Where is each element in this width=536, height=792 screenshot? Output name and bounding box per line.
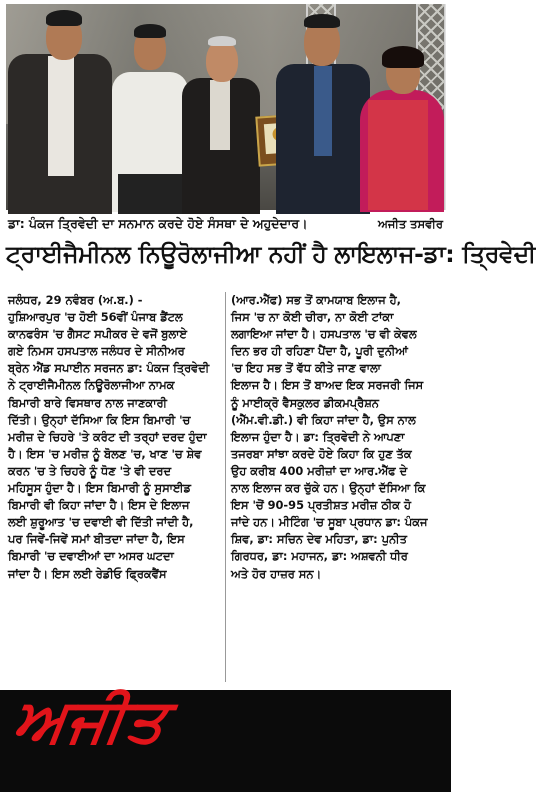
caption-text: ਡਾ: ਪੰਕਜ ਤ੍ਰਿਵੇਦੀ ਦਾ ਸਨਮਾਨ ਕਰਦੇ ਹੋਏ ਸੰਸਥਾ ਦੇ ਅਹੁਦੇਦਾਰ। (8, 216, 308, 231)
article-column-right (231, 292, 443, 583)
article-line: ਜਲੰਧਰ, 29 ਨਵੰਬਰ (ਅ.ਬ.) - (8, 293, 143, 307)
person-3 (182, 4, 262, 210)
newspaper-logo: ਅਜੀਤ (9, 686, 173, 756)
photo-credit: ਅਜੀਤ ਤਸਵੀਰ (377, 217, 443, 231)
article-line: ਬਿਮਾਰੀ ਬਾਰੇ ਵਿਸਥਾਰ ਨਾਲ ਜਾਣਕਾਰੀ (8, 395, 167, 410)
article-line: ਇਲਾਜ ਹੁੰਦਾ ਹੈ। ਡਾ: ਤ੍ਰਿਵੇਦੀ ਨੇ ਆਪਣਾ (231, 429, 405, 444)
article-line: ਪਰ ਜਿਵੇਂ-ਜਿਵੇਂ ਸਮਾਂ ਬੀਤਦਾ ਜਾਂਦਾ ਹੈ, ਇਸ (8, 532, 185, 547)
person-1 (6, 4, 116, 210)
article-line: ਉਹ ਕਰੀਬ 400 ਮਰੀਜ਼ਾਂ ਦਾ ਆਰ.ਐੱਫ ਦੇ (231, 463, 408, 478)
article-line: ਕਾਨਫਰੰਸ 'ਚ ਗੈਸਟ ਸਪੀਕਰ ਦੇ ਵਜੋਂ ਬੁਲਾਏ (8, 327, 187, 342)
article-line: (ਆਰ.ਐੱਫ) ਸਭ ਤੋਂ ਕਾਮਯਾਬ ਇਲਾਜ ਹੈ, (231, 293, 401, 307)
article-line: ਜਾਂਦਾ ਹੈ। ਇਸ ਲਈ ਰੇਡੀਓ ਫ੍ਰਿਕਵੈਂਸ (8, 566, 167, 581)
article-line: ਲਗਾਇਆ ਜਾਂਦਾ ਹੈ। ਹਸਪਤਾਲ 'ਚ ਵੀ ਕੇਵਲ (231, 327, 417, 342)
article-line: ਨੇ ਟ੍ਰਾਈਜੈਮੀਨਲ ਨਿਊਰੋਲਾਜੀਆ ਨਾਮਕ (8, 378, 175, 393)
article-line: ਦਿਨ ਭਰ ਹੀ ਰਹਿਣਾ ਪੈਂਦਾ ਹੈ, ਪੂਰੀ ਦੁਨੀਆਂ (231, 344, 408, 359)
article-line: ਬਿਮਾਰੀ 'ਚ ਦਵਾਈਆਂ ਦਾ ਅਸਰ ਘਟਦਾ (8, 549, 174, 564)
article-line: ਜਿਸ 'ਚ ਨਾ ਕੋਈ ਚੀਰਾ, ਨਾ ਕੋਈ ਟਾਂਕਾ (231, 310, 394, 325)
article-line: ਹੁਸ਼ਿਆਰਪੁਰ 'ਚ ਹੋਈ 56ਵੀਂ ਪੰਜਾਬ ਡੈਂਟਲ (8, 310, 183, 325)
article-line: ਬ੍ਰੇਨ ਐਂਡ ਸਪਾਈਨ ਸਰਜਨ ਡਾ: ਪੰਕਜ ਤ੍ਰਿਵੇਦੀ (8, 361, 210, 376)
article-line: ਨੂੰ ਮਾਈਕ੍ਰੋ ਵੈਸਕੁਲਰ ਡੀਕਮਪ੍ਰੈਸ਼ਨ (231, 395, 379, 410)
article-line: ਦਿੱਤੀ। ਉਨ੍ਹਾਂ ਦੱਸਿਆ ਕਿ ਇਸ ਬਿਮਾਰੀ 'ਚ (8, 412, 191, 427)
article-line: ਕਰਨ 'ਚ ਤੇ ਚਿਹਰੇ ਨੂੰ ਧੋਣ 'ਤੇ ਵੀ ਦਰਦ (8, 463, 172, 478)
column-divider (225, 292, 226, 682)
article-line: ਲਈ ਸ਼ੁਰੂਆਤ 'ਚ ਦਵਾਈ ਵੀ ਦਿੱਤੀ ਜਾਂਦੀ ਹੈ, (8, 515, 194, 530)
article-line: ਨਾਲ ਇਲਾਜ ਕਰ ਚੁੱਕੇ ਹਨ। ਉਨ੍ਹਾਂ ਦੱਸਿਆ ਕਿ (231, 481, 426, 496)
article-line: ਮਹਿਸੂਸ ਹੁੰਦਾ ਹੈ। ਇਸ ਬਿਮਾਰੀ ਨੂੰ ਸੁਸਾਈਡ (8, 481, 191, 496)
article-line: ਬਿਮਾਰੀ ਵੀ ਕਿਹਾ ਜਾਂਦਾ ਹੈ। ਇਸ ਦੇ ਇਲਾਜ (8, 498, 190, 513)
person-5 (358, 4, 445, 210)
article-line: ਇਸ 'ਚੋਂ 90-95 ਪ੍ਰਤੀਸ਼ਤ ਮਰੀਜ਼ ਠੀਕ ਹੋ (231, 498, 411, 513)
article-line: ਮਰੀਜ਼ ਦੇ ਚਿਹਰੇ 'ਤੇ ਕਰੰਟ ਦੀ ਤਰ੍ਹਾਂ ਦਰਦ ਹੁੰਦਾ (8, 429, 207, 444)
article-line: ਅਤੇ ਹੋਰ ਹਾਜ਼ਰ ਸਨ। (231, 566, 322, 581)
article-line: ਜਾਂਦੇ ਹਨ। ਮੀਟਿੰਗ 'ਚ ਸੂਬਾ ਪ੍ਰਧਾਨ ਡਾ: ਪੰਕਜ (231, 515, 428, 530)
article-line: ਹੈ। ਇਸ 'ਚ ਮਰੀਜ਼ ਨੂੰ ਬੋਲਣ 'ਚ, ਖਾਣ 'ਚ ਸ਼ੇਵ (8, 446, 202, 461)
person-2 (110, 4, 192, 210)
event-photo (6, 4, 445, 210)
headline: ਟ੍ਰਾਈਜੈਮੀਨਲ ਨਿਊਰੋਲਾਜੀਆ ਨਹੀਂ ਹੈ ਲਾਇਲਾਜ-ਡਾ: ਤ੍ਰਿਵੇਦੀ (6, 240, 536, 268)
article-line: ਗਿਰਧਰ, ਡਾ: ਮਹਾਜਨ, ਡਾ: ਅਸ਼ਵਨੀ ਧੀਰ (231, 549, 408, 564)
photo-caption (6, 214, 445, 236)
article-column-left (8, 292, 220, 583)
article-line: ਇਲਾਜ ਹੈ। ਇਸ ਤੋਂ ਬਾਅਦ ਇਕ ਸਰਜਰੀ ਜਿਸ (231, 378, 424, 393)
masthead-banner (0, 686, 451, 792)
article-line: ਗਏ ਨਿਮਸ ਹਸਪਤਾਲ ਜਲੰਧਰ ਦੇ ਸੀਨੀਅਰ (8, 344, 185, 359)
article-line: ਤਜਰਬਾ ਸਾਂਝਾ ਕਰਦੇ ਹੋਏ ਕਿਹਾ ਕਿ ਹੁਣ ਤੱਕ (231, 446, 412, 461)
article-line: (ਐੱਮ.ਵੀ.ਡੀ.) ਵੀ ਕਿਹਾ ਜਾਂਦਾ ਹੈ, ਉਸ ਨਾਲ (231, 412, 416, 427)
article-line: ਸ਼ਿਵ, ਡਾ: ਸਚਿਨ ਦੇਵ ਮਹਿਤਾ, ਡਾ: ਪੁਨੀਤ (231, 532, 407, 547)
article-line: 'ਚ ਇਹ ਸਭ ਤੋਂ ਵੱਧ ਕੀਤੇ ਜਾਣ ਵਾਲਾ (231, 361, 381, 376)
